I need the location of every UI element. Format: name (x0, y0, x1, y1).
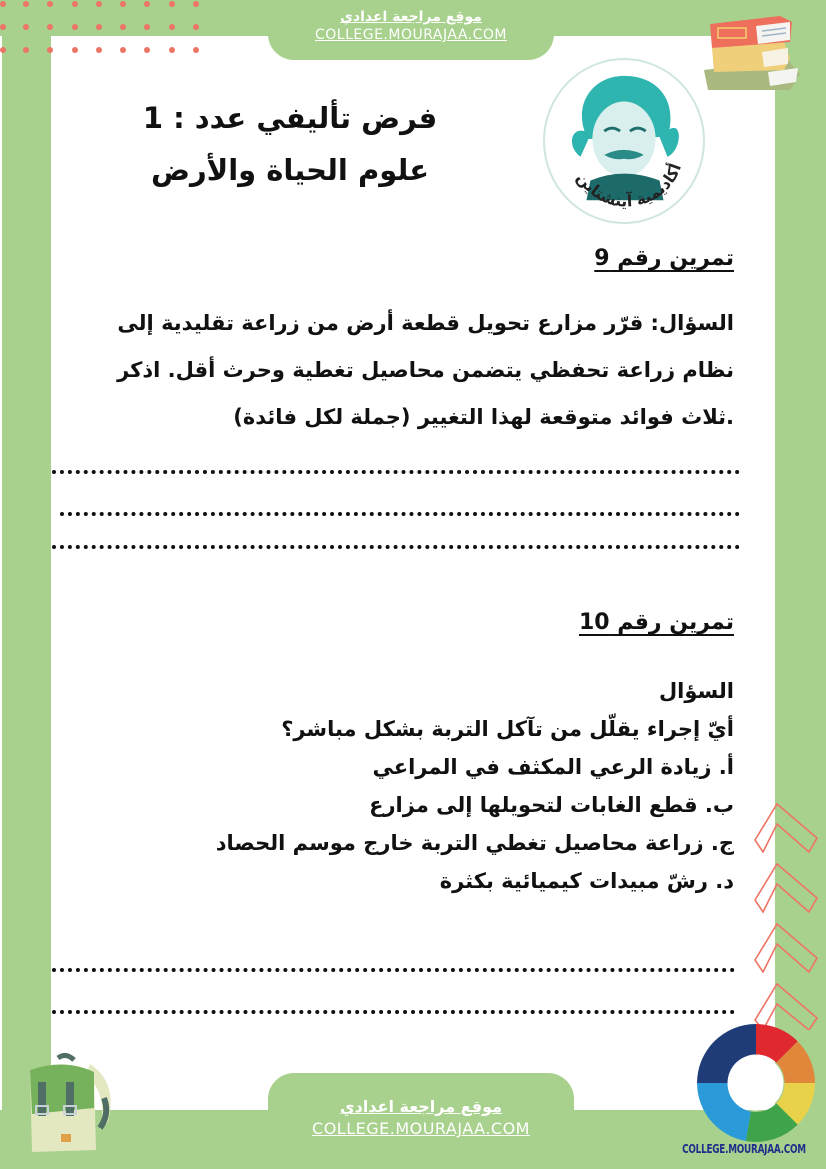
dot-pattern-decoration (0, 0, 220, 60)
exercise-9-question (69, 300, 734, 441)
einstein-portrait-icon (545, 60, 703, 222)
exercise-10-question (134, 672, 734, 900)
academy-logo (543, 58, 705, 224)
question-text: أيّ إجراء يقلّل من تآكل التربة بشكل مباشر؟ (281, 717, 734, 741)
footer-logo-caption[interactable]: COLLEGE.MOURAJAA.COM (682, 1142, 806, 1156)
answer-line-4[interactable] (52, 968, 735, 972)
exercise-10-title: تمرين رقم 10 (578, 610, 734, 635)
footer-site-name[interactable]: موقع مراجعة اعدادي (339, 1097, 503, 1116)
books-icon (698, 12, 804, 92)
question-label: السؤال (658, 679, 734, 703)
option-b[interactable]: ب. قطع الغابات لتحويلها إلى مزارع (369, 793, 734, 817)
exam-title-line1: فرض تأليفي عدد : 1 (142, 101, 438, 135)
backpack-icon (14, 1052, 114, 1152)
header-site-name[interactable]: موقع مراجعة اعدادي (340, 9, 482, 25)
exam-subject: علوم الحياة والأرض (150, 153, 430, 187)
question-line: .ثلاث فوائد متوقعة لهذا التغيير (جملة لكل فائدة) (233, 405, 734, 429)
exam-title (140, 92, 440, 196)
header-site-url[interactable]: COLLEGE.MOURAJAA.COM (315, 27, 507, 43)
footer-site-url[interactable]: COLLEGE.MOURAJAA.COM (312, 1119, 530, 1138)
option-c[interactable]: ج. زراعة محاصيل تغطي التربة خارج موسم الحصاد (215, 831, 734, 855)
answer-line-5[interactable] (52, 1010, 735, 1014)
question-line: السؤال: قرّر مزارع تحويل قطعة أرض من زراعة تقليدية إلى (117, 311, 734, 335)
exercise-9-title: تمرين رقم 9 (594, 246, 734, 271)
footer-site-link[interactable] (268, 1096, 574, 1140)
answer-line-2[interactable] (60, 512, 740, 516)
frame-left (2, 0, 51, 1169)
chevron-up-decoration-icon (735, 790, 825, 1030)
question-line: نظام زراعة تحفظي يتضمن محاصيل تغطية وحرث أقل. اذكر (117, 358, 734, 382)
education-wheel-logo-icon[interactable] (695, 1022, 817, 1144)
logo-caption: أكاديمية آينشتاين (573, 160, 686, 211)
option-a[interactable]: أ. زيادة الرعي المكثف في المراعي (372, 755, 734, 779)
option-d[interactable]: د. رشّ مبيدات كيميائية بكثرة (439, 869, 734, 893)
header-site-link[interactable] (268, 8, 554, 44)
answer-line-1[interactable] (52, 470, 740, 474)
answer-line-3[interactable] (52, 545, 740, 549)
